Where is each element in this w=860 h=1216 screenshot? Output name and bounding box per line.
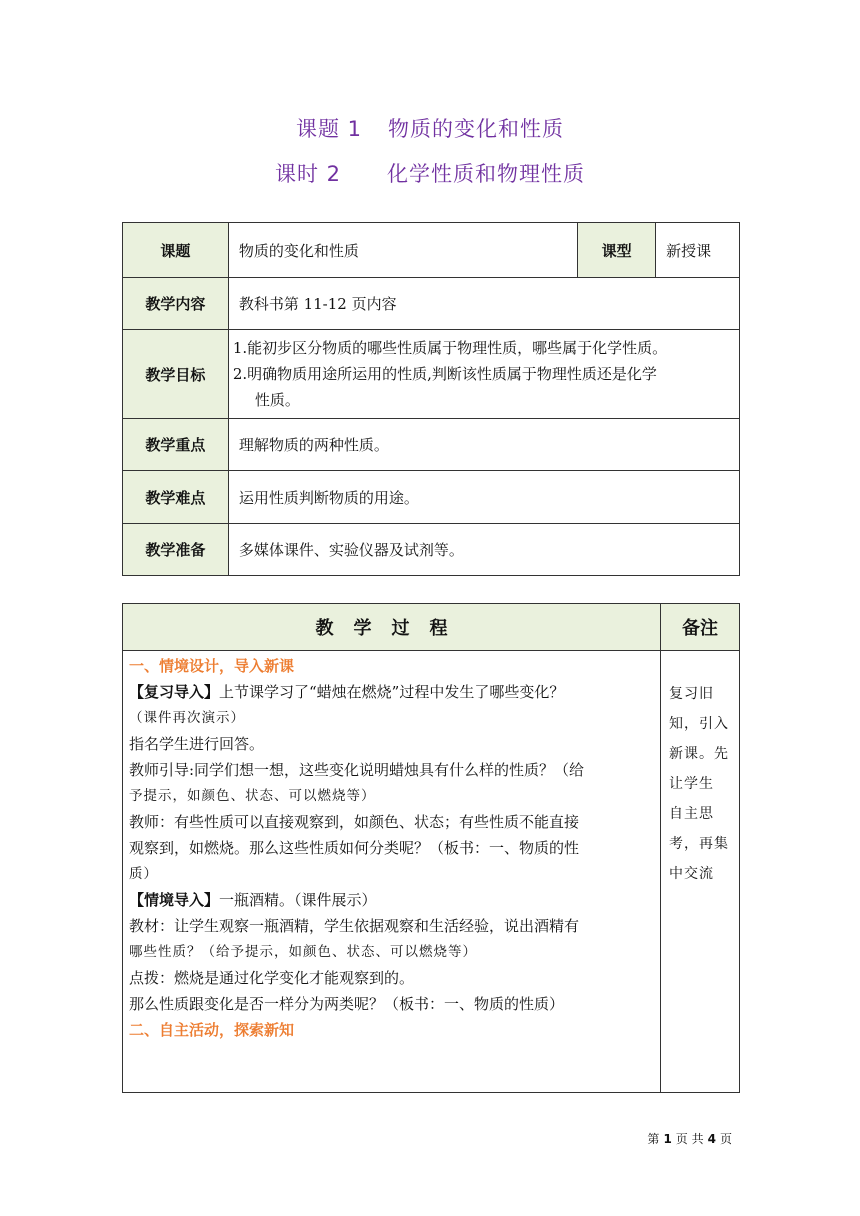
- lesson-unit-title: [0, 113, 860, 143]
- lesson-unit-name: 物质的变化和性质: [388, 117, 565, 141]
- teaching-process-table: [122, 603, 740, 1093]
- footer-middle: 页 共: [675, 1132, 704, 1146]
- scene-paragraph: [129, 887, 654, 913]
- period-number: 课时 2: [274, 162, 342, 186]
- content-value: 教科书第 11-12 页内容: [228, 278, 739, 330]
- process-body: [123, 651, 661, 1093]
- remark-line: 知，引入: [669, 716, 730, 732]
- review-paragraph: [129, 679, 654, 705]
- section-1-heading: 一、情境设计，导入新课: [129, 657, 295, 675]
- period-name: 化学性质和物理性质: [387, 162, 586, 186]
- teacher-line-2: 观察到，如燃烧。那么这些性质如何分类呢？（板书：一、物质的性: [129, 839, 580, 857]
- teacher-guide-line-1: 教师引导:同学们想一想，这些变化说明蜡烛具有什么样的性质？（给: [129, 761, 585, 779]
- footer-suffix: 页: [719, 1132, 732, 1146]
- goals-label: 教学目标: [123, 330, 229, 419]
- key-point-label: 教学重点: [123, 419, 229, 471]
- remark-line: 自主思: [669, 806, 715, 822]
- review-note: （课件再次演示）: [129, 710, 245, 726]
- section-2-heading: 二、自主活动，探索新知: [129, 1021, 295, 1039]
- key-point-value: 理解物质的两种性质。: [228, 419, 739, 471]
- remark-line: 让学生: [669, 776, 715, 792]
- goal-2-line-2: 性质。: [254, 391, 300, 409]
- remark-line: 中交流: [669, 866, 715, 882]
- topic-value: 物质的变化和性质: [228, 223, 577, 278]
- remark-line: 新课。先: [669, 746, 730, 762]
- remarks-cell: [661, 651, 740, 1093]
- topic-label: 课题: [123, 223, 229, 278]
- process-header: 教学过程: [123, 604, 661, 651]
- remark-line: 考，再集: [669, 836, 730, 852]
- preparation-value: 多媒体课件、实验仪器及试剂等。: [228, 524, 739, 576]
- difficulty-value: 运用性质判断物质的用途。: [228, 471, 739, 524]
- scene-tag: 【情境导入】: [129, 891, 220, 909]
- teacher-guide-line-2: 予提示，如颜色、状态、可以燃烧等）: [129, 788, 376, 804]
- footer-prefix: 第: [647, 1132, 660, 1146]
- notes-header: 备注: [661, 604, 740, 651]
- preparation-label: 教学准备: [123, 524, 229, 576]
- teacher-line-3: 质）: [129, 866, 158, 882]
- goal-1: 1.能初步区分物质的哪些性质属于物理性质，哪些属于化学性质。: [232, 339, 668, 357]
- type-value: 新授课: [656, 223, 740, 278]
- answer-line: 指名学生进行回答。: [129, 735, 265, 753]
- goal-2-line-1: 2.明确物质用途所运用的性质,判断该性质属于物理性质还是化学: [232, 365, 657, 383]
- review-tag: 【复习导入】: [129, 683, 220, 701]
- difficulty-label: 教学难点: [123, 471, 229, 524]
- hint-line: 点拨：燃烧是通过化学变化才能观察到的。: [129, 969, 415, 987]
- current-page: 1: [663, 1132, 672, 1146]
- review-text: 上节课学习了“蜡烛在燃烧”过程中发生了哪些变化？: [219, 683, 565, 701]
- content-label: 教学内容: [123, 278, 229, 330]
- material-line-1: 教材：让学生观察一瓶酒精，学生依据观察和生活经验，说出酒精有: [129, 917, 580, 935]
- page-footer: [647, 1130, 732, 1147]
- teacher-line-1: 教师：有些性质可以直接观察到，如颜色、状态；有些性质不能直接: [129, 813, 580, 831]
- type-label: 课型: [578, 223, 656, 278]
- goals-value: [228, 330, 739, 419]
- remark-line: 复习旧: [669, 686, 715, 702]
- total-pages: 4: [707, 1132, 716, 1146]
- period-title: [0, 158, 860, 188]
- material-line-2: 哪些性质？（给予提示，如颜色、状态、可以燃烧等）: [129, 944, 477, 960]
- lesson-info-table: [122, 222, 740, 576]
- scene-text: 一瓶酒精。（课件展示）: [219, 891, 377, 909]
- lesson-unit-number: 课题 1: [295, 117, 363, 141]
- question-line: 那么性质跟变化是否一样分为两类呢？（板书：一、物质的性质）: [129, 995, 565, 1013]
